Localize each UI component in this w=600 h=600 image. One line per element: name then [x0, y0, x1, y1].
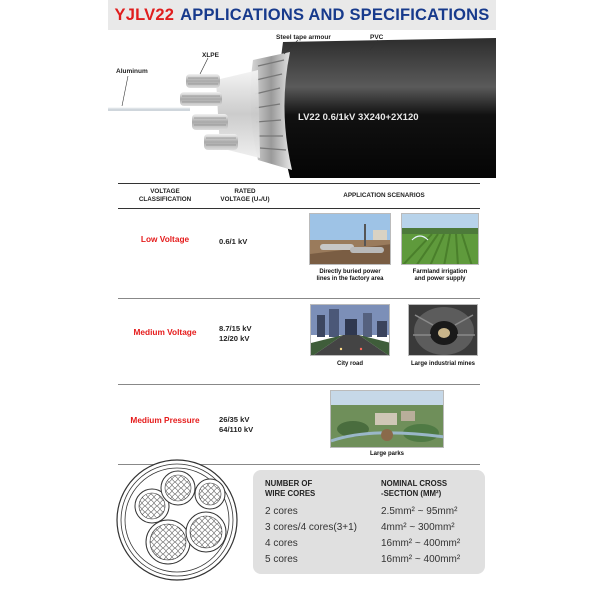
spec-row [253, 522, 485, 538]
spec-row [253, 554, 485, 570]
construction-photo [309, 213, 391, 265]
spec-row [253, 506, 485, 522]
classification-medium-pressure: Medium Pressure [130, 415, 200, 425]
mine-tunnel-photo [408, 304, 478, 356]
table-header [118, 183, 480, 209]
scenario-caption: City road [336, 361, 363, 367]
rated-voltage: 0.6/1 kV [219, 237, 248, 246]
header-rated-voltage: RATED VOLTAGE (U₀/U) [220, 188, 270, 203]
city-road-photo [310, 304, 390, 356]
spec-section: 2.5mm² ~ 95mm² [381, 506, 458, 517]
park-aerial-photo [330, 390, 444, 448]
farmland-photo [401, 213, 479, 265]
spec-cores: 2 cores [265, 506, 298, 517]
callout-xlpe: XLPE [202, 52, 219, 59]
specification-panel [253, 470, 485, 574]
cable-hero [108, 30, 496, 180]
callout-aluminum: Aluminum [116, 68, 148, 75]
cable-illustration [108, 30, 496, 180]
sheath-print: LV22 0.6/1kV 3X240+2X120 [298, 112, 419, 123]
page-title [108, 0, 496, 30]
cable-cross-section [112, 452, 242, 593]
rated-voltage: 26/35 kV 64/110 kV [219, 415, 254, 434]
table-row [118, 209, 480, 299]
header-nominal-cross-section: NOMINAL CROSS -SECTION (MM²) [381, 479, 448, 498]
header-wire-cores: NUMBER OF WIRE CORES [265, 479, 316, 498]
cross-section-diagram [112, 452, 242, 588]
header-classification: VOLTAGE CLASSIFICATION [138, 188, 192, 203]
spec-section: 4mm² ~ 300mm² [381, 522, 455, 533]
table-row [118, 299, 480, 385]
classification-low-voltage: Low Voltage [140, 234, 190, 244]
title-code: YJLV22 [114, 5, 175, 24]
title-text: APPLICATIONS AND SPECIFICATIONS [180, 5, 490, 24]
spec-cores: 5 cores [265, 554, 298, 565]
spec-section: 16mm² ~ 400mm² [381, 538, 461, 549]
scenario-caption: Large parks [369, 451, 405, 457]
callout-pvc: PVC [370, 34, 384, 41]
spec-cores: 3 cores/4 cores(3+1) [265, 522, 357, 533]
classification-medium-voltage: Medium Voltage [133, 327, 197, 337]
header-application-scenarios: APPLICATION SCENARIOS [343, 192, 425, 199]
rated-voltage: 8.7/15 kV 12/20 kV [219, 324, 252, 343]
spec-section: 16mm² ~ 400mm² [381, 554, 461, 565]
spec-cores: 4 cores [265, 538, 298, 549]
scenario-caption: Large industrial mines [410, 361, 476, 367]
applications-table [118, 183, 480, 465]
scenario-caption: Farmland irrigation and power supply [412, 269, 468, 282]
scenario-caption: Directly buried power lines in the factory area [316, 269, 384, 282]
spec-row [253, 538, 485, 554]
callout-steel-tape-armour: Steel tape armour [276, 34, 331, 41]
